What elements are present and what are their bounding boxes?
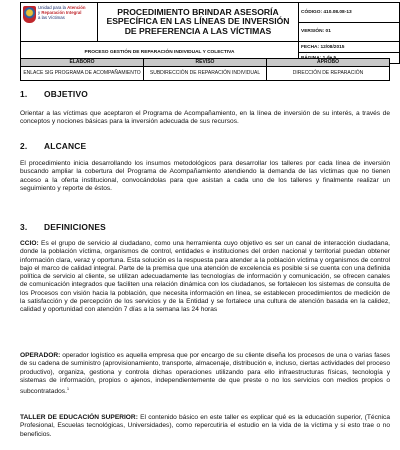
document-header (20, 2, 400, 64)
definition-taller (20, 414, 390, 439)
signoff-value-aprobo: DIRECCIÓN DE REPARACIÓN (267, 67, 390, 81)
definition-text: operador logístico es aquella empresa que por encargo de su cliente diseña los procesos de una o varias fases de su cadena de suministro (aprovisionamiento, transporte, almacenaje, distribución e, incluso, ciertas actividades del proceso productivo), organiza, gestiona y controla dichas operaciones utilizando para ello infraestructuras físicas, tecnología y sistemas de información, propios o ajenos, independientemente de que preste o no los servicios con medios propios o subcontratados. (20, 352, 390, 396)
definition-text: El contenido básico en este taller es explicar qué es la educación superior, (Técnica Profesional, Escuelas tecnológicas, Universidades), como repercutiría el estudio en la vida de la víctima y si esto trae o no beneficios. (20, 414, 390, 438)
document-title: PROCEDIMIENTO BRINDAR ASESORÍA ESPECÍFICA EN LAS LÍNEAS DE INVERSIÓN DE PREFERENCIA A LAS VÍCTIMAS (98, 3, 299, 42)
signoff-header-elaboro: ELABORÓ (21, 59, 144, 67)
definition-text: Es el grupo de servicio al ciudadano, como una herramienta cuyo objetivo es ser un canal de interacción ciudadana, donde la población víctima, organismos de control, entidades e instituciones del orden nacional y territorial puedan obtener información clara, veraz y oportuna. Esta solución es la respuesta para atender a la población víctima y organismos de control bajo el marco de calidad integral. Parte de la premisa que una atención de excelencia es posible si se cuenta con una definida política de servicio al cliente, se utilizan adecuadamente las tecnologías de información y comunicación, se ofrecen canales de comunicación integrados que faciliten una relación dinámica con los ciudadanos, se fortalecen los sistemas de consulta de los Procesos con visión hacia la población, que necesita información en línea, se establecen procedimientos de medición de la satisfacción y de percepción de los servicios y de la Entidad y se fortalece una cultura de atención basada en la calidez, calidad y oportunidad con atención 7 días a la semana las 24 horas (20, 240, 390, 314)
agency-logo (23, 3, 95, 41)
definition-term: TALLER DE EDUCACIÓN SUPERIOR: (20, 414, 138, 421)
signoff-value-elaboro: ENLACE SIG PROGRAMA DE ACOMPAÑAMIENTO (21, 67, 144, 81)
signoff-header-reviso: REVISÓ (144, 59, 267, 67)
signoff-value-reviso: SUBDIRECCIÓN DE REPARACIÓN INDIVIDUAL (144, 67, 267, 81)
footnote-marker: 1 (66, 386, 70, 392)
logo-cell (21, 3, 98, 42)
document-version: VERSIÓN: 01 (299, 22, 400, 42)
signoff-table (20, 58, 390, 81)
process-name: PROCESO GESTIÓN DE REPARACIÓN INDIVIDUAL Y COLECTIVA (21, 42, 299, 64)
section-heading-alcance: 2. ALCANCE (20, 141, 87, 151)
document-code: CÓDIGO: 410.08.08-13 (299, 3, 400, 23)
agency-logo-text: Unidad para la Atención y Reparación Integral a las Víctimas (38, 5, 86, 21)
section-heading-definiciones: 3. DEFINICIONES (20, 222, 106, 232)
alcance-text: El procedimiento inicia desarrollando los insumos metodológicos para desarrollar los talleres por cada línea de inversión buscando ampliar la cobertura del Programa de Acompañamiento atendiendo la demanda de las víctimas que no tienen acceso a la oferta institucional, convocándolas para que asistan a cada uno de los talleres y finalmente realizar un seguimiento y reporte de éstos. (20, 160, 390, 192)
coat-of-arms-icon (23, 6, 36, 23)
definition-ccio (20, 240, 390, 315)
definition-operador (20, 352, 390, 397)
definition-term: OPERADOR: (20, 352, 61, 359)
definition-term: CCIO: (20, 240, 39, 247)
section-heading-objetivo: 1. OBJETIVO (20, 89, 88, 99)
objetivo-text: Orientar a las víctimas que aceptaron el Programa de Acompañamiento, en la línea de inversión de su interés, a través de conceptos y nociones básicas para la inversión adecuada de sus recursos. (20, 110, 390, 126)
signoff-header-aprobo: APROBÓ (267, 59, 390, 67)
document-date: FECHA: 12/08/2015 (299, 42, 400, 53)
